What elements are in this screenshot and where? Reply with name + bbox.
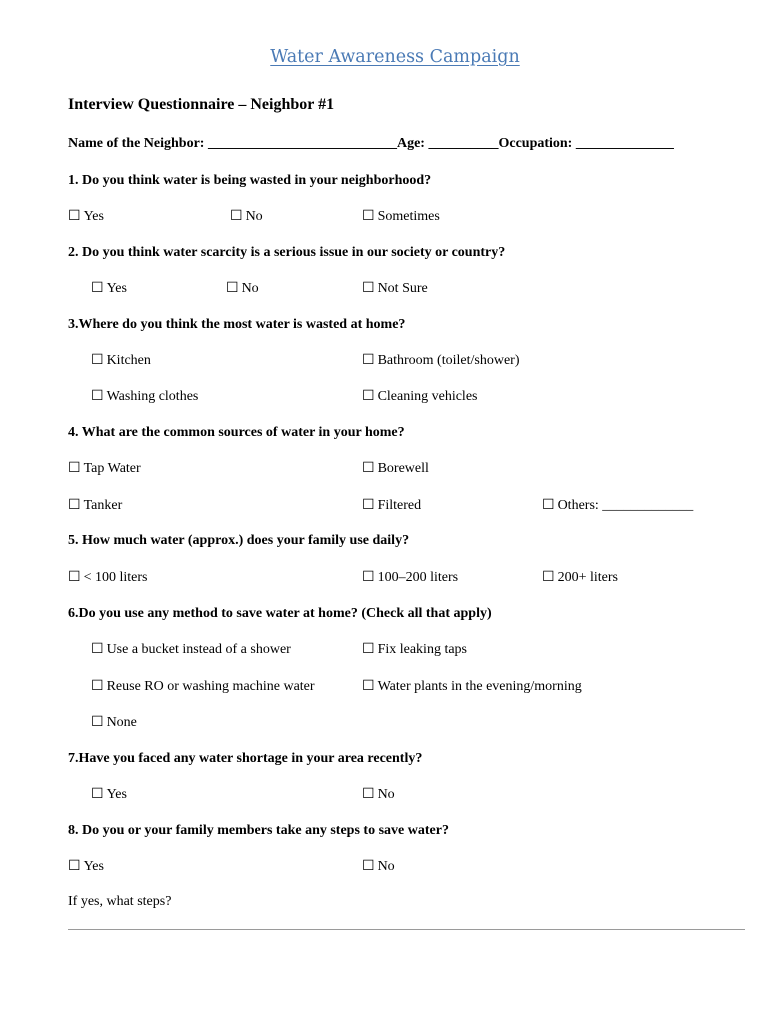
answer-line[interactable] xyxy=(68,929,745,930)
option-label: Bathroom (toilet/shower) xyxy=(377,353,520,368)
checkbox-option[interactable] xyxy=(230,207,263,226)
question-7: 7.Have you faced any water shortage in your area recently? xyxy=(68,751,423,766)
followup-prompt: If yes, what steps? xyxy=(68,894,172,909)
question-6: 6.Do you use any method to save water at home? (Check all that apply) xyxy=(68,606,492,621)
option-label: Washing clothes xyxy=(106,389,199,404)
option-label: 100–200 liters xyxy=(377,570,459,585)
checkbox-option[interactable] xyxy=(91,785,127,804)
question-5: 5. How much water (approx.) does your family use daily? xyxy=(68,533,410,548)
checkbox-icon[interactable]: ☐ xyxy=(542,497,555,513)
page-title: Water Awareness Campaign xyxy=(270,47,520,67)
option-label: Yes xyxy=(83,209,104,224)
checkbox-icon[interactable]: ☐ xyxy=(91,641,104,657)
checkbox-option[interactable] xyxy=(68,459,141,478)
checkbox-icon[interactable]: ☐ xyxy=(91,352,104,368)
option-label: Fix leaking taps xyxy=(377,642,467,657)
questionnaire-subtitle: Interview Questionnaire – Neighbor #1 xyxy=(68,96,335,113)
checkbox-icon[interactable]: ☐ xyxy=(226,280,239,296)
option-label: Sometimes xyxy=(377,209,440,224)
checkbox-icon[interactable]: ☐ xyxy=(362,388,375,404)
checkbox-icon[interactable]: ☐ xyxy=(68,460,81,476)
checkbox-option[interactable] xyxy=(362,785,395,804)
option-label: Not Sure xyxy=(377,281,428,296)
question-1: 1. Do you think water is being wasted in your neighborhood? xyxy=(68,173,432,188)
question-8: 8. Do you or your family members take any steps to save water? xyxy=(68,823,449,838)
checkbox-option[interactable] xyxy=(68,568,147,587)
checkbox-icon[interactable]: ☐ xyxy=(362,208,375,224)
checkbox-option[interactable] xyxy=(91,713,137,732)
checkbox-option[interactable] xyxy=(91,387,198,406)
checkbox-option[interactable] xyxy=(362,351,519,370)
checkbox-option[interactable] xyxy=(91,279,127,298)
checkbox-icon[interactable]: ☐ xyxy=(91,678,104,694)
option-label: No xyxy=(377,787,395,802)
option-label: No xyxy=(241,281,259,296)
checkbox-option[interactable] xyxy=(362,459,429,478)
option-label: Reuse RO or washing machine water xyxy=(106,679,315,694)
option-label: Yes xyxy=(106,281,127,296)
checkbox-icon[interactable]: ☐ xyxy=(542,569,555,585)
checkbox-icon[interactable]: ☐ xyxy=(68,497,81,513)
checkbox-icon[interactable]: ☐ xyxy=(362,858,375,874)
question-3: 3.Where do you think the most water is wasted at home? xyxy=(68,317,406,332)
option-label: 200+ liters xyxy=(557,570,618,585)
checkbox-option[interactable] xyxy=(362,496,421,515)
checkbox-option[interactable] xyxy=(542,496,693,515)
option-label: Kitchen xyxy=(106,353,151,368)
checkbox-option[interactable] xyxy=(68,857,104,876)
option-label: Use a bucket instead of a shower xyxy=(106,642,291,657)
checkbox-icon[interactable]: ☐ xyxy=(68,858,81,874)
option-label: Others: _____________ xyxy=(557,498,694,513)
checkbox-option[interactable] xyxy=(362,207,440,226)
checkbox-option[interactable] xyxy=(362,568,458,587)
checkbox-option[interactable] xyxy=(68,496,122,515)
checkbox-option[interactable] xyxy=(91,677,315,696)
checkbox-option[interactable] xyxy=(362,387,477,406)
option-label: Yes xyxy=(83,859,104,874)
option-label: Borewell xyxy=(377,461,429,476)
checkbox-icon[interactable]: ☐ xyxy=(91,786,104,802)
checkbox-option[interactable] xyxy=(542,568,618,587)
option-label: Cleaning vehicles xyxy=(377,389,478,404)
option-label: < 100 liters xyxy=(83,570,148,585)
option-label: Filtered xyxy=(377,498,422,513)
header-fields: Name of the Neighbor: ___________________________Age: __________Occupation: ______________ xyxy=(68,136,674,151)
checkbox-option[interactable] xyxy=(362,677,582,696)
checkbox-icon[interactable]: ☐ xyxy=(362,497,375,513)
checkbox-icon[interactable]: ☐ xyxy=(362,460,375,476)
option-label: Water plants in the evening/morning xyxy=(377,679,582,694)
option-label: None xyxy=(106,715,137,730)
checkbox-icon[interactable]: ☐ xyxy=(362,678,375,694)
checkbox-icon[interactable]: ☐ xyxy=(230,208,243,224)
question-4: 4. What are the common sources of water in your home? xyxy=(68,425,405,440)
checkbox-icon[interactable]: ☐ xyxy=(68,208,81,224)
checkbox-icon[interactable]: ☐ xyxy=(362,569,375,585)
option-label: Yes xyxy=(106,787,127,802)
checkbox-icon[interactable]: ☐ xyxy=(362,352,375,368)
checkbox-icon[interactable]: ☐ xyxy=(362,280,375,296)
checkbox-option[interactable] xyxy=(68,207,104,226)
checkbox-option[interactable] xyxy=(362,279,428,298)
checkbox-icon[interactable]: ☐ xyxy=(91,714,104,730)
checkbox-icon[interactable]: ☐ xyxy=(362,641,375,657)
option-label: No xyxy=(377,859,395,874)
question-2: 2. Do you think water scarcity is a serious issue in our society or country? xyxy=(68,245,506,260)
checkbox-icon[interactable]: ☐ xyxy=(91,280,104,296)
option-label: No xyxy=(245,209,263,224)
checkbox-icon[interactable]: ☐ xyxy=(68,569,81,585)
checkbox-icon[interactable]: ☐ xyxy=(91,388,104,404)
checkbox-option[interactable] xyxy=(362,857,395,876)
checkbox-option[interactable] xyxy=(362,640,467,659)
checkbox-option[interactable] xyxy=(91,351,151,370)
checkbox-icon[interactable]: ☐ xyxy=(362,786,375,802)
checkbox-option[interactable] xyxy=(226,279,259,298)
option-label: Tanker xyxy=(83,498,123,513)
checkbox-option[interactable] xyxy=(91,640,291,659)
option-label: Tap Water xyxy=(83,461,141,476)
